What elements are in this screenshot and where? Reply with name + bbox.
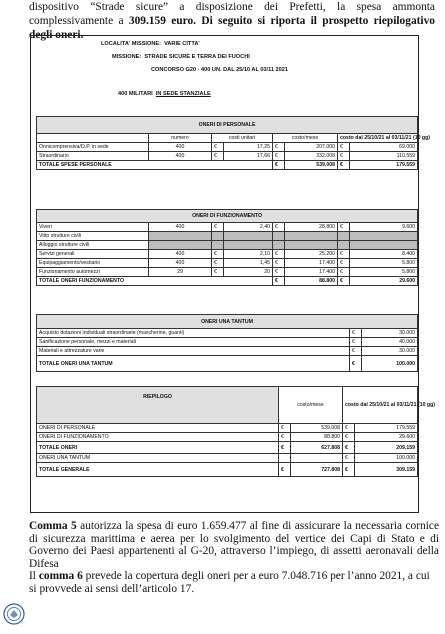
comma5-label: Comma 5	[29, 520, 77, 532]
table-cell: €	[212, 143, 224, 152]
table-cell: 2,40	[224, 223, 273, 232]
table-cell: €	[338, 277, 350, 286]
table-cell: €	[338, 250, 350, 259]
table-cell: Materiali e attrezzature varie	[37, 347, 350, 356]
table-cell: 30.000	[362, 329, 418, 338]
table-cell: €	[212, 268, 224, 277]
table-cell: 1,45	[224, 259, 273, 268]
seal-icon	[3, 603, 25, 625]
riepilogo-col-costomese: costo/mese	[279, 387, 343, 424]
table-cell: €	[273, 152, 285, 161]
comma5-text: autorizza la spesa di euro 1.659.477 al fine di assicurare la necessaria cornice di sicurezza marittima e aerea per lo svolgimento del vertice dei Capi di Stato e di Governo dei Paesi appartenenti al G-20, attraverso l’impiego, di assetti aeronavali della Difesa	[29, 520, 439, 570]
table-cell: €	[343, 442, 355, 454]
table-cell: 8.400	[350, 250, 418, 259]
table-cell: Servizi generali	[37, 250, 149, 259]
table-cell: 88.800	[285, 277, 338, 286]
table-row	[37, 241, 418, 250]
funzionamento-title: ONERI DI FUNZIONAMENTO	[37, 210, 418, 223]
table-cell: €	[338, 223, 350, 232]
table-cell	[279, 454, 291, 463]
comma6-text: prevede la copertura degli oneri per a euro 7.048.716 per l’anno 2021, a cui si provvede ai sensi dell’articolo 17.	[29, 570, 430, 595]
table-cell: €	[279, 424, 291, 433]
table-cell	[350, 241, 418, 250]
table-cell: €	[212, 152, 224, 161]
table-row	[37, 329, 418, 338]
table-cell: €	[212, 259, 224, 268]
table-cell: 40.000	[362, 338, 418, 347]
table-cell: 539.008	[291, 424, 343, 433]
table-row	[37, 223, 418, 232]
table-cell: 400	[149, 259, 212, 268]
header-text: MISSIONE:	[112, 54, 142, 60]
table-cell: 17,25	[224, 143, 273, 152]
header-text: LOCALITA' MISSIONE:	[101, 41, 161, 47]
table-cell	[291, 454, 343, 463]
table-cell: 400	[149, 143, 212, 152]
mission-line	[112, 54, 250, 60]
intro-amount: 309.159 euro	[128, 15, 194, 28]
table-cell: Alloggio strutture civili	[37, 241, 149, 250]
table-cell: €	[338, 268, 350, 277]
total-row	[37, 356, 418, 372]
table-cell: €	[338, 152, 350, 161]
table-cell: €	[343, 433, 355, 442]
table-cell: €	[350, 356, 362, 372]
table-cell: 29.600	[355, 433, 418, 442]
table-cell: 207.000	[285, 143, 338, 152]
table-cell: ONERI DI PERSONALE	[37, 424, 279, 433]
funzionamento-table	[36, 209, 418, 286]
table-cell	[338, 232, 350, 241]
table-cell: €	[212, 223, 224, 232]
comma6-label: comma 6	[38, 570, 83, 583]
table-row	[37, 424, 418, 433]
table-cell: 29	[149, 268, 212, 277]
col-periodo: costo dal 25/10/21 al 03/11/21 (10 gg)	[338, 134, 418, 143]
table-cell: Acquisto dotazioni individuali straordinarie (mascherine, guanti)	[37, 329, 350, 338]
table-cell: 2,10	[224, 250, 273, 259]
header-text: VARIE CITTA'	[164, 41, 200, 47]
table-cell: €	[343, 424, 355, 433]
table-cell: €	[343, 463, 355, 477]
table-cell: 17.400	[285, 259, 338, 268]
table-cell: €	[273, 250, 285, 259]
table-cell: €	[273, 268, 285, 277]
col-costi: costi unitari	[212, 134, 273, 143]
table-cell: Funzionamento automezzi	[37, 268, 149, 277]
table-row	[37, 268, 418, 277]
una-tantum-title: ONERI UNA TANTUM	[37, 315, 418, 329]
table-cell: €	[343, 454, 355, 463]
header-text: IN SEDE STANZIALE	[155, 91, 211, 97]
una-tantum-table	[36, 314, 418, 372]
table-cell: 179.559	[350, 161, 418, 170]
table-cell	[224, 241, 273, 250]
table-cell: TOTALE ONERI	[37, 442, 279, 454]
table-cell: 727.808	[291, 463, 343, 477]
table-cell: €	[279, 433, 291, 442]
table-cell	[273, 241, 285, 250]
table-row	[37, 433, 418, 442]
table-cell	[285, 232, 338, 241]
table-cell: Sanificazione personale, mezzi e materiali	[37, 338, 350, 347]
table-cell: ONERI DI FUNZIONAMENTO	[37, 433, 279, 442]
table-cell: 400	[149, 152, 212, 161]
table-cell: 30.000	[362, 347, 418, 356]
table-cell: Onnicomprensiva/O.P. in sede	[37, 143, 149, 152]
table-row	[37, 338, 418, 347]
table-cell: TOTALE ONERI UNA TANTUM	[37, 356, 350, 372]
table-cell	[149, 232, 212, 241]
table-cell	[37, 134, 149, 143]
comma6-paragraph: Il comma 6 prevede la copertura degli oneri per a euro 7.048.716 per l’anno 2021, a cui si provvede ai sensi dell’articolo 17.	[29, 570, 430, 595]
table-cell: 29.600	[350, 277, 418, 286]
concorso-line: CONCORSO G20 - 400 UN. DAL 25/10 AL 03/11 2021	[151, 67, 289, 73]
comma5-paragraph	[29, 520, 439, 570]
table-cell: 209.159	[355, 442, 418, 454]
table-cell: €	[350, 347, 362, 356]
table-cell: 332.008	[285, 152, 338, 161]
table-cell: 5.800	[350, 259, 418, 268]
table-cell	[285, 241, 338, 250]
table-cell: €	[273, 223, 285, 232]
table-cell: TOTALE SPESE PERSONALE	[37, 161, 273, 170]
table-cell: 309.159	[355, 463, 418, 477]
total-row	[37, 463, 418, 477]
total-row	[37, 161, 418, 170]
table-cell	[273, 232, 285, 241]
riepilogo-col-periodo: costo dal 25/10/21 al 03/11/21 (10 gg)	[343, 387, 418, 424]
table-row	[37, 232, 418, 241]
table-cell	[338, 241, 350, 250]
table-cell: 28.800	[285, 223, 338, 232]
table-cell	[149, 241, 212, 250]
table-cell: €	[273, 259, 285, 268]
table-row	[37, 250, 418, 259]
table-cell: €	[338, 259, 350, 268]
table-cell: €	[350, 329, 362, 338]
table-cell: 17.400	[285, 268, 338, 277]
table-cell: 20	[224, 268, 273, 277]
col-numero: numero	[149, 134, 212, 143]
table-cell: 100.000	[362, 356, 418, 372]
header-text: 400 MILITARI	[118, 91, 153, 97]
table-cell: Straordinario	[37, 152, 149, 161]
table-cell: 627.808	[291, 442, 343, 454]
table-cell: TOTALE GENERALE	[37, 463, 279, 477]
table-cell: 539.008	[285, 161, 338, 170]
table-cell: Viveri	[37, 223, 149, 232]
table-cell: €	[338, 161, 350, 170]
table-cell: 400	[149, 250, 212, 259]
table-cell: €	[273, 161, 285, 170]
table-cell: Equipaggiamento/vestiario	[37, 259, 149, 268]
table-cell: 88.800	[291, 433, 343, 442]
table-cell: TOTALE ONERI FUNZIONAMENTO	[37, 277, 273, 286]
header-text: STRADE SICURE E TERRA DEI FUOCHI	[144, 54, 250, 60]
table-cell: 17,66	[224, 152, 273, 161]
table-cell	[212, 241, 224, 250]
table-cell: 25.200	[285, 250, 338, 259]
table-cell	[350, 232, 418, 241]
table-row	[37, 143, 418, 152]
total-row	[37, 277, 418, 286]
table-row	[37, 347, 418, 356]
table-row	[37, 442, 418, 454]
riepilogo-title: RIEPILOGO	[37, 387, 279, 424]
location-line	[101, 41, 200, 47]
table-row	[37, 454, 418, 463]
table-cell: 5.800	[350, 268, 418, 277]
outro-paragraph	[29, 520, 439, 596]
intro-rest: . Di seguito si riporta il prospetto riepilogativo degli oneri.	[29, 15, 435, 42]
table-cell	[224, 232, 273, 241]
table-cell: 400	[149, 223, 212, 232]
table-cell	[212, 232, 224, 241]
table-cell: ONERI UNA TANTUM	[37, 454, 279, 463]
table-cell: 69.000	[350, 143, 418, 152]
table-cell: €	[350, 338, 362, 347]
table-cell: 9.600	[350, 223, 418, 232]
table-row	[37, 259, 418, 268]
militari-line	[118, 91, 211, 97]
table-cell: €	[212, 250, 224, 259]
table-cell: €	[279, 463, 291, 477]
table-cell: €	[273, 143, 285, 152]
table-cell: Vitto strutture civili	[37, 232, 149, 241]
table-row	[37, 152, 418, 161]
table-cell: 179.559	[355, 424, 418, 433]
personale-table	[36, 116, 430, 170]
table-cell: €	[338, 143, 350, 152]
table-cell: 100.000	[355, 454, 418, 463]
riepilogo-table	[36, 386, 435, 477]
intro-line1: dispositivo “Strade sicure” a disposizione dei Prefetti, la spesa ammonta complessivamente a	[29, 1, 435, 28]
cost-summary-box	[30, 35, 435, 513]
table-cell: €	[279, 442, 291, 454]
personale-title: ONERI DI PERSONALE	[37, 117, 418, 134]
col-costomese: costo/mese	[273, 134, 338, 143]
table-cell: 110.559	[350, 152, 418, 161]
table-cell: €	[273, 277, 285, 286]
